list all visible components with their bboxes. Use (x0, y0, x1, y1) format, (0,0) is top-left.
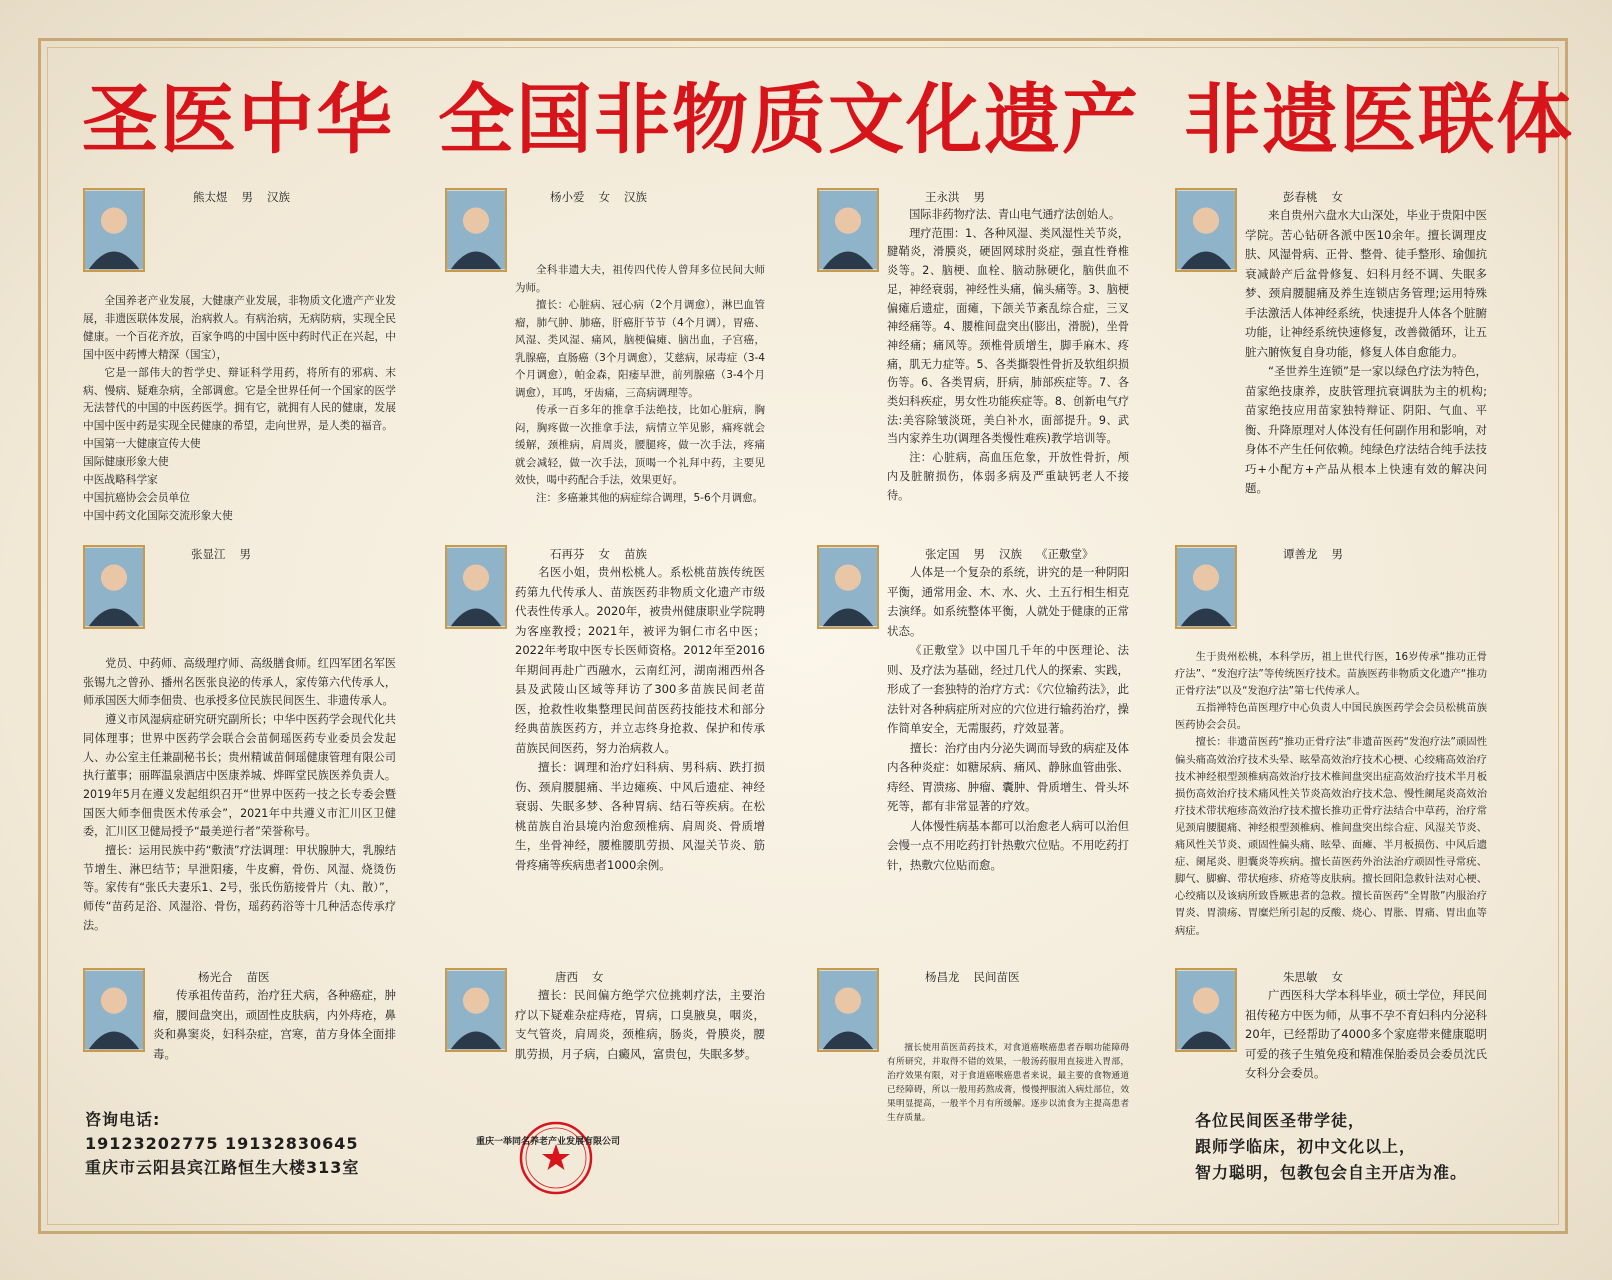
person-bio (515, 262, 765, 507)
bio-paragraph: 遵义市风湿病症研究研究副所长；中华中医药学会现代化共同体理事；世界中医药学会联合会苗侗瑶医药专业委员会发起人、办公室主任兼副秘书长；贵州精诚苗侗瑶健康管理有限公司执行董事；丽晖温泉酒店中医康养城、烨晖堂民族医养负责人。2019年5月在遵义发起组织召开“世界中医药一技之长专委会暨国医大师李佃贵医术传承会”，2021年中共遵义市汇川区卫健委，汇川区卫健局授予“最美逆行者”荣誉称号。 (83, 713, 396, 839)
person-name-line (550, 545, 661, 563)
person-name-line (191, 545, 265, 563)
person-name: 杨小爱 (550, 190, 585, 204)
bio-paragraph: “圣世养生连锁”是一家以绿色疗法为特色，苗家绝技康养，皮肤管理抗衰调肤为主的机构;苗家绝技应用苗家独特辩证、阴阳、气血、平衡、升降原理对人体没有任何副作用和影响，对身体不产生任何依赖。纯绿色疗法结合纯手法技巧+小配方+产品从根本上快速有效的解决问题。 (1245, 364, 1487, 495)
person-photo (83, 545, 145, 629)
person-photo (445, 968, 507, 1052)
bio-paragraph: 全科非遗大夫，祖传四代传人曾拜多位民间大师为师。 (515, 264, 765, 294)
bio-paragraph: 擅长：调理和治疗妇科病、男科病、跌打损伤、颈肩腰腿痛、半边瘫痪、中风后遗症、神经衰弱、失眠多梦、各种胃病、结石等疾病。在松桃苗族自治县境内治愈颈椎病、肩周炎、骨质增生，坐骨神经，腰椎腰肌劳损、风湿关节炎、筋骨疼痛等疾病患者1000余例。 (515, 760, 765, 872)
person-name: 杨昌龙 (925, 970, 960, 984)
person-name-line (925, 188, 999, 206)
person-bio (515, 563, 765, 875)
bio-paragraph: 擅长：运用民族中药“敷渍”疗法调理：甲状腺肿大，乳腺结节增生、淋巴结节；早泄阳痿，牛皮癣，骨伤、风湿、烧烫伤等。家传有“张氏夫妻乐1、2号，张氏伤筋接骨片（丸、散）”，师传“苗药足浴、风湿浴、骨伤，瑶药药浴等十几种活态传承疗法。 (83, 844, 396, 932)
recruit-line-2: 跟师学临床，初中文化以上， (1195, 1137, 1417, 1156)
person-name-line (1283, 968, 1357, 986)
person-gender: 男 (1331, 547, 1343, 561)
bio-paragraph: 注：多癌兼其他的病症综合调理，5-6个月调愈。 (536, 491, 764, 504)
person-name-line (925, 968, 1034, 986)
person-gender: 男 (239, 547, 251, 561)
bio-paragraph: 擅长使用苗医苗药技术，对食道癌喉癌患者吞咽功能障碍有所研究，并取得不错的效果，一般汤药服用直接进入胃部，治疗效果有限，对于食道癌喉癌患者来说，最主要的食物通道已经障碍，所以一般用药熬成膏，慢慢押服流入病灶部位，效果明显提高，一般半个月有所缓解。逐步以流食为主提高患者生存质量。 (887, 1043, 1129, 1123)
bio-paragraph: 注：心脏病，高血压危象，开放性骨折，颅内及脏腑损伤，体弱多病及严重缺钙老人不接待。 (887, 451, 1129, 502)
bio-paragraph: 理疗范围：1、各种风湿、类风湿性关节炎，腱鞘炎，滑膜炎，硬固网球肘炎症，强直性脊椎炎等。2、脑梗、血栓、脑动脉硬化，脑供血不足，神经衰弱，神经性头痛，偏头痛等。3、脑梗偏瘫后遗症，面瘫，下颌关节紊乱综合症，三叉神经痛等。4、腰椎间盘突出(膨出，滑脱)，坐骨神经痛；痛风等。颈椎骨质增生，脚手麻木、疼痛，肌无力症等。5、各类撕裂性骨折及软组织损伤等。6、各类胃病，肝病，肺部疾症等。7、各类妇科疾症，男女性功能疾症等。8、创新电气疗法:美容除皱淡斑，美白补水，面部提升。9、武当内家养生功(调理各类慢性难疾)教学培训等。 (887, 226, 1129, 446)
person-bio (1245, 986, 1487, 1084)
person-extra: 汉族 (267, 190, 290, 204)
contact-address: 重庆市云阳县宾江路恒生大楼313室 (85, 1158, 360, 1177)
recruit-line-3: 智力聪明，包教包会自主开店为准。 (1195, 1163, 1468, 1182)
person-gender: 苗医 (246, 970, 270, 984)
person-extra: 汉族 (624, 190, 647, 204)
person-name-line (555, 968, 618, 986)
person-bio (1245, 206, 1487, 499)
bio-paragraph: 擅长：治疗由内分泌失调而导致的病症及体内各种炎症：如糖尿病、痛风、静脉血管曲张、痔经、胃溃疡、肿瘤、囊肿、骨质增生、骨头坏死等，都有非常显著的疗效。 (887, 740, 1129, 813)
bio-paragraph: 党员、中药师、高级理疗师、高级膳食师。红四军团名军医张锡九之曾孙、播州名医张良泌的传承人，家传第六代传承人，师承国医大师李佃贵、也承授多位民族民间医生、非遗传承人。 (83, 657, 396, 708)
bio-paragraph: 传承祖传苗药，治疗狂犬病，各种癌症，肿瘤，腰间盘突出，顽固性皮肤病，内外痔疮，鼻炎和鼻窦炎，妇科杂症，宫寒，苗方身体全面排毒。 (153, 988, 396, 1061)
person-photo (83, 968, 145, 1052)
person-extra: 苗族 (624, 547, 647, 561)
person-bio (887, 206, 1129, 505)
bio-paragraph: 人体慢性病基本都可以治愈老人病可以治但会慢一点不用吃药打针热敷穴位贴。不用吃药打针，热敷穴位贴而愈。 (887, 818, 1129, 872)
bio-paragraph: 擅长：民间偏方绝学穴位挑刺疗法，主要治疗以下疑难杂症痔疮，胃病，口臭腋臭，咽炎，支气管炎，肩周炎，颈椎病，肠炎，骨膜炎，腰肌劳损，月子病，白癜风，富贵包，失眠多梦。 (515, 988, 765, 1061)
person-name-line (1283, 188, 1357, 206)
person-bio (887, 563, 1129, 875)
title-part-3: 非遗医联体 (1184, 75, 1574, 164)
bio-title-line: 国际健康形象大使 (83, 455, 169, 469)
person-name: 彭春桃 (1283, 190, 1318, 204)
person-gender: 女 (1331, 970, 1343, 984)
person-bio (83, 655, 396, 936)
bio-paragraph: 广西医科大学本科毕业，硕士学位，拜民间祖传秘方中医为师，从事不孕不育妇科内分泌科20年，已经帮助了4000多个家庭带来健康聪明可爱的孩子生殖免疫和精准保胎委员会委员沈氏女科分会委员。 (1245, 988, 1487, 1080)
title-part-1: 圣医中华 (82, 75, 394, 164)
person-gender: 民间苗医 (973, 970, 1020, 984)
bio-paragraph: 人体是一个复杂的系统，讲究的是一种阴阳平衡，通常用金、木、水、火、土五行相生相克去演绎。如系统整体平衡，人就处于健康的正常状态。 (887, 565, 1129, 638)
title-part-2: 全国非物质文化遗产 (438, 75, 1140, 164)
bio-paragraph: 《正敷堂》以中国几千年的中医理论、法则、及疗法为基础，经过几代人的探索、实践，形成了一套独特的治疗方式：《穴位输药法》，此法针对各种病症所对应的穴位进行输药治疗，操作简单安全，无需服药，疗效显著。 (887, 643, 1129, 735)
bio-paragraph: 五指禅特色苗医理疗中心负责人中国民族医药学会会员松桃苗族医药协会会员。 (1175, 702, 1487, 732)
bio-paragraph: 擅长：非遗苗医药“推功正骨疗法”非遗苗医药“发泡疗法”顽固性偏头痛高效治疗技术头晕、眩晕高效治疗技术心梗、心绞痛高效治疗技术神经根型颈椎病高效治疗技术椎间盘突出症高效治疗技术半月板损伤高效治疗技术痛风性关节炎高效治疗技术急、慢性阑尾炎高效治疗技术带状疱疹高效治疗技术擅长推功正骨疗法结合中草药，治疗常见颈肩腰腿痛、神经根型颈椎病、椎间盘突出综合症、风湿关节炎、痛风性关节炎、顽固性偏头痛、眩晕、面瘫、半月板损伤、中风后遗症、阑尾炎、胆囊炎等疾病。擅长苗医药外治法治疗顽固性寻常疣、脚气、脚癣、带状疱疹、疥疮等皮肤病。擅长回阳急救针法对心梗、心绞痛以及该病所致昏厥患者的急救。擅长苗医药“全胃散”内服治疗胃炎、胃溃疡、胃糜烂所引起的反酸、烧心、胃胀、胃痛、胃出血等病症。 (1175, 736, 1487, 937)
bio-paragraph: 全国养老产业发展，大健康产业发展，非物质文化遗产产业发展，非遗医联体发展，治病救人。有病治病，无病防病，实现全民健康。一个百花齐放，百家争鸣的中国中医中药时代正在兴起，中国中医中药博大精深（国宝）， (83, 294, 396, 361)
person-photo (1175, 545, 1237, 629)
person-name: 谭善龙 (1283, 547, 1318, 561)
contact-block (85, 1108, 359, 1180)
person-bio (515, 986, 765, 1064)
person-name: 朱思敏 (1283, 970, 1318, 984)
person-photo (1175, 188, 1237, 272)
person-name-line (193, 188, 304, 206)
bio-title-line: 中医战略科学家 (83, 473, 158, 487)
contact-phones: 19123202775 19132830645 (85, 1134, 359, 1153)
person-photo (445, 545, 507, 629)
page-title (60, 70, 1574, 170)
person-name: 张定国 (925, 547, 960, 561)
person-bio (887, 1042, 1129, 1125)
bio-paragraph: 擅长：心脏病、冠心病（2个月调愈），淋巴血管瘤，肺气肿、肺癌，肝癌肝节节（4个月调），胃癌、风湿、类风湿、痛风，脑梗偏瘫、脑出血，子宫癌，乳腺癌，直肠癌（3个月调愈），艾慈病，尿毒症（3-4个月调愈），帕金森，阳痿早泄，前列腺癌（3-4个月调愈），耳鸣，牙齿痛，三高病调理等。 (515, 299, 765, 399)
person-name: 唐西 (555, 970, 578, 984)
bio-paragraph: 传承一百多年的推拿手法绝技，比如心脏病，胸闷，胸疼做一次推拿手法，病情立竿见影，痛疼就会缓解，颈椎病，肩周炎，腰腿疼，做一次手法，疼痛就会减轻，做一次手法，顶喝一个礼拜中药，主要见效快，喝中药配合手法，效果更好。 (515, 404, 765, 486)
person-name-line (1283, 545, 1357, 563)
person-gender: 女 (592, 970, 604, 984)
bio-title-line: 中国抗癌协会会员单位 (83, 490, 190, 504)
person-name: 杨光合 (198, 970, 233, 984)
bio-paragraph: 生于贵州松桃，本科学历，祖上世代行医，16岁传承“推功正骨疗法”、“发泡疗法”等传统医疗技术。苗族医药非物质文化遗产“推功正骨疗法”以及“发泡疗法”第七代传承人。 (1175, 651, 1487, 698)
person-name-line (198, 968, 284, 986)
contact-label: 咨询电话: (85, 1110, 161, 1129)
person-photo (817, 968, 879, 1052)
person-bio (153, 986, 396, 1064)
person-photo (83, 188, 145, 272)
person-extra2: 《正敷堂》 (1036, 547, 1094, 561)
person-bio (83, 292, 396, 525)
person-gender: 女 (598, 547, 610, 561)
bio-paragraph: 它是一部伟大的哲学史、辩证科学用药，将所有的邪病、末病、慢病、疑难杂病，全部调愈。它是全世界任何一个国家的医学无法替代的中国的中医药医学。拥有它，就拥有人民的健康，发展中国中医中药是实现全民健康的希望，走向世界，是人类的福音。 (83, 365, 396, 433)
person-name: 熊太煜 (193, 190, 228, 204)
person-gender: 男 (241, 190, 253, 204)
person-name-line (925, 545, 1108, 563)
person-extra: 汉族 (999, 547, 1022, 561)
bio-title-line: 中国第一大健康宣传大使 (83, 437, 201, 451)
person-bio (1175, 649, 1487, 940)
company-name: 重庆一举同名养老产业发展有限公司 (476, 1137, 621, 1147)
person-gender: 男 (973, 190, 985, 204)
person-name: 石再芬 (550, 547, 585, 561)
bio-paragraph: 国际非药物疗法、青山电气通疗法创始人。 (909, 208, 1120, 221)
person-gender: 女 (598, 190, 610, 204)
person-name: 王永洪 (925, 190, 960, 204)
person-photo (817, 545, 879, 629)
bio-paragraph: 名医小姐，贵州松桃人。系松桃苗族传统医药第九代传承人、苗族医药非物质文化遗产市级代表性传承人。2020年，被贵州健康职业学院聘为客座教授；2021年，被评为铜仁市名中医；2022年考取中医专长医师资格。2012年至2016年期间再赴广西融水，云南红河，湖南湘西州各县及武陵山区域等拜访了300多苗族民间老苗医，抢救性收集整理民间苗医药技能技术和部分经典苗族医药方，并立志终身抢救、保护和传承苗族民间医药，努力治病救人。 (515, 565, 765, 755)
bio-paragraph: 来自贵州六盘水大山深处，毕业于贵阳中医学院。苦心钻研各派中医10余年。擅长调理皮肤、风湿骨病、正骨、整骨、徒手整形、瑜伽抗衰减龄产后盆骨修复、妇科月经不调、失眠多梦、颈肩腰腿痛及养生连锁店务管理;运用特殊手法激活人体神经系统，快速提升人体各个脏腑功能，让神经系统快速修复，改善微循环，让五脏六腑恢复自身功能，修复人体自愈能力。 (1245, 208, 1487, 359)
bio-title-line: 中国中药文化国际交流形象大使 (83, 508, 233, 522)
person-gender: 女 (1331, 190, 1343, 204)
recruit-block (1195, 1108, 1467, 1186)
recruit-line-1: 各位民间医圣带学徒， (1195, 1111, 1366, 1130)
person-name-line (550, 188, 661, 206)
person-name: 张显江 (191, 547, 226, 561)
person-photo (1175, 968, 1237, 1052)
company-seal-icon (518, 1120, 594, 1196)
person-photo (445, 188, 507, 272)
person-photo (817, 188, 879, 272)
person-gender: 男 (973, 547, 985, 561)
